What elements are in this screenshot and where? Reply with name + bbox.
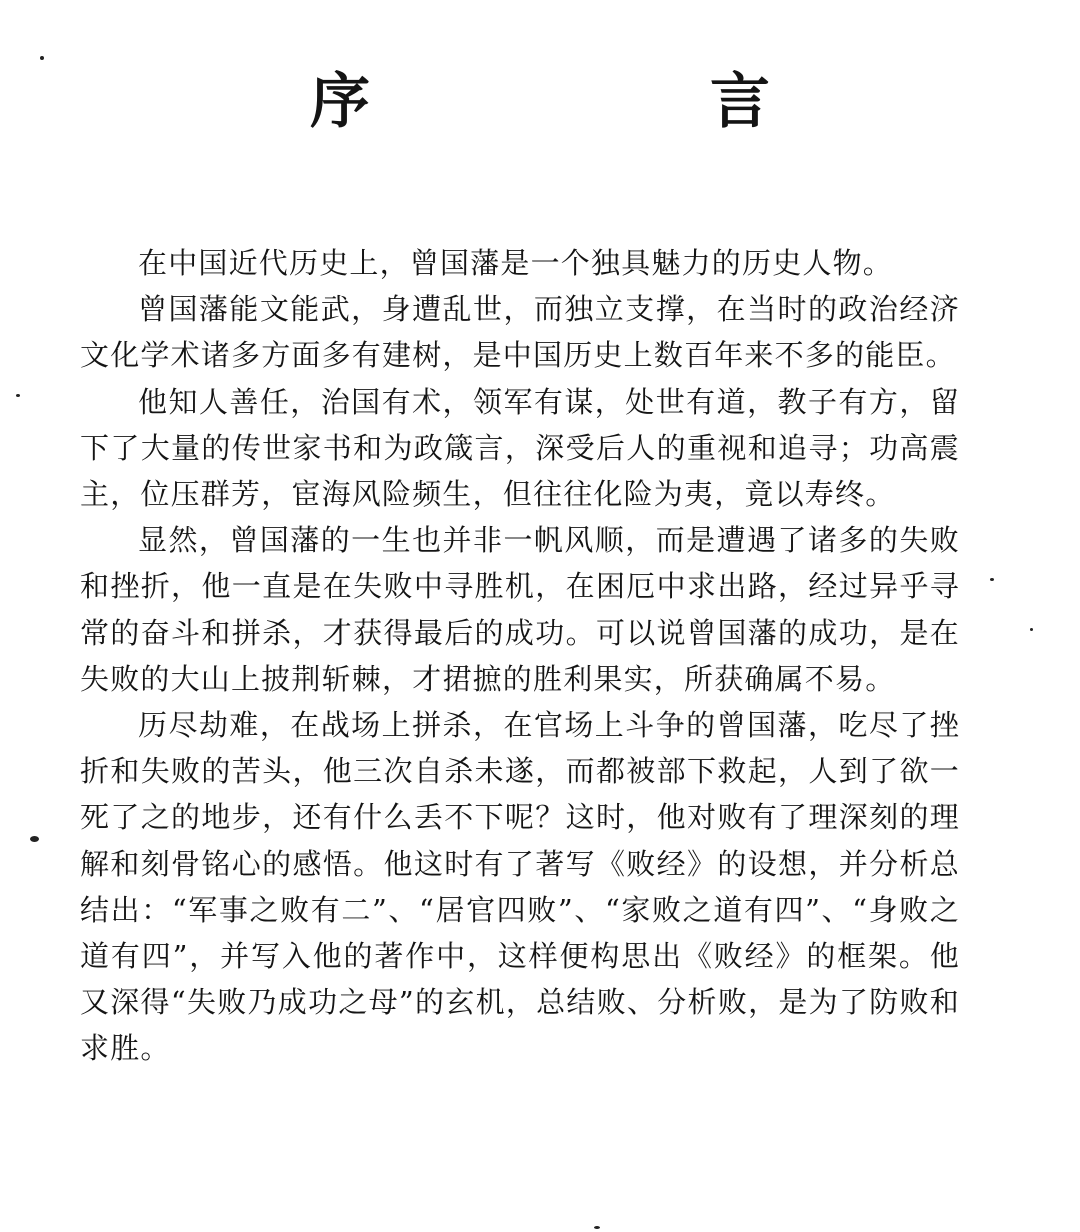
paragraph: 显然，曾国藩的一生也并非一帆风顺，而是遭遇了诸多的失败和挫折，他一直是在失败中寻胜机，在困厄中求出路，经过异乎寻常的奋斗和拼杀，才获得最后的成功。可以说曾国藩的成功，是在失败的大山上披荆斩棘，才捃摭的胜利果实，所获确属不易。 bbox=[80, 523, 960, 696]
scan-speck bbox=[990, 578, 994, 581]
scan-speck bbox=[16, 394, 20, 397]
body-text bbox=[80, 240, 960, 1072]
paragraph: 历尽劫难，在战场上拼杀，在官场上斗争的曾国藩，吃尽了挫折和失败的苦头，他三次自杀未遂，而都被部下救起，人到了欲一死了之的地步，还有什么丢不下呢？这时，他对败有了理深刻的理解和刻骨铭心的感悟。他这时有了著写《败经》的设想，并分析总结出：“军事之败有二”、“居官四败”、“家败之道有四”、“身败之道有四”，并写入他的著作中，这样便构思出《败经》的框架。他又深得“失败乃成功之母”的玄机，总结败、分析败，是为了防败和求胜。 bbox=[80, 708, 960, 1066]
paragraph: 曾国藩能文能武，身遭乱世，而独立支撑，在当时的政治经济文化学术诸多方面多有建树，是中国历史上数百年来不多的能臣。 bbox=[80, 292, 960, 373]
page-title: 序 言 bbox=[310, 67, 910, 137]
scan-speck bbox=[30, 836, 39, 842]
scan-speck bbox=[594, 1226, 600, 1229]
paragraph: 在中国近代历史上，曾国藩是一个独具魅力的历史人物。 bbox=[138, 246, 894, 280]
paragraph: 他知人善任，治国有术，领军有谋，处世有道，教子有方，留下了大量的传世家书和为政箴言，深受后人的重视和追寻；功高震主，位压群芳，宦海风险频生，但往往化险为夷，竟以寿终。 bbox=[80, 384, 960, 512]
scan-speck bbox=[40, 56, 44, 60]
scan-speck bbox=[1030, 628, 1033, 631]
